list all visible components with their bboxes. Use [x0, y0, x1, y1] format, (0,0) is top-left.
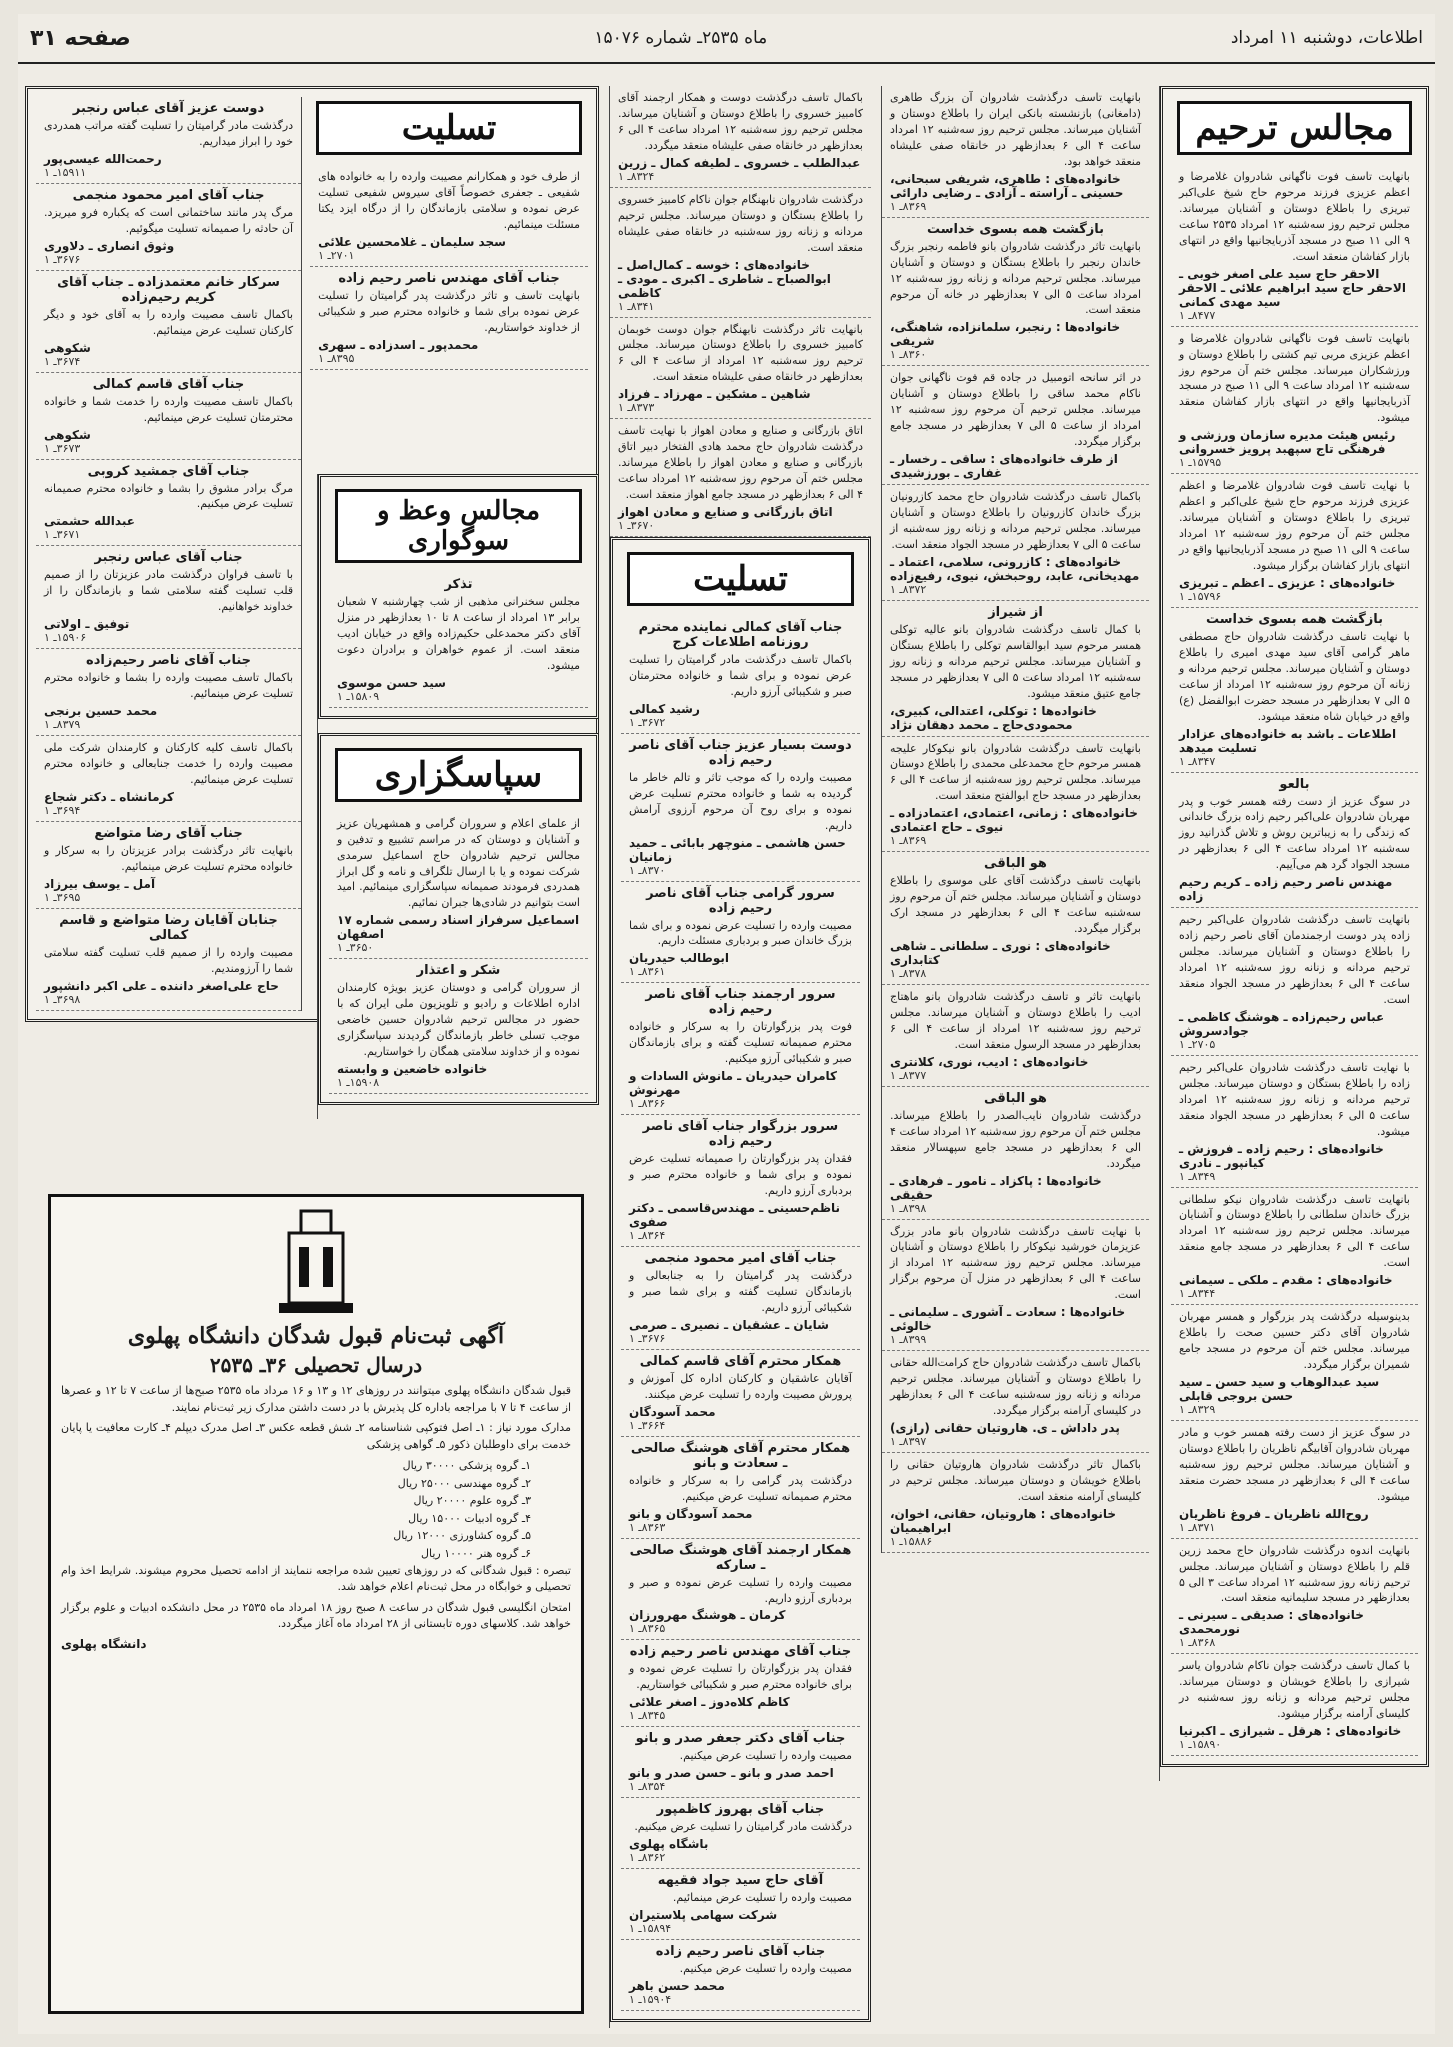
notice-text: فقدان پدر بزرگوارتان را صمیمانه تسلیت عرض نموده و برای شما و خانواده محترم صبر و بردباری آرزو داریم. [629, 1152, 852, 1198]
notice-signature: خانواده‌ها : توکلی، اعتدالی، کبیری، محمودی‌حاج ـ محمد دهقان نژاد [890, 703, 1097, 732]
notice [36, 546, 301, 649]
university-logo-icon [271, 1207, 361, 1317]
notice-signature: شرکت سهامی پلاستیران [629, 1908, 778, 1923]
banner-majales-tarhim: مجالس ترحیم [1177, 101, 1412, 155]
notice-text: با کمال تاسف درگذشت جوان ناکام شادروان یاسر شیرازی را باطلاع خویشان و دوستان میرساند. مجلس ترحیم مردانه و زنانه روز سه‌شنبه در کلیسای آرامنه برگزار میشود. [1179, 1659, 1410, 1721]
notice-title: بازگشت همه بسوی خداست [1205, 611, 1384, 627]
notice-text: مجلس سخنرانی مذهبی از شب چهارشنبه ۷ شعبان برابر ۱۳ امرداد از ساعت ۸ تا ۱۰ بعدازظهر در منزل آقای دکتر محمدعلی حکیم‌زاده واقع در خیابان ادیب منعقد است. از عموم خواهران و برادران دعوت میشود. [337, 595, 580, 672]
notice-ref: ۸۳۴۹ـ ۱ [1179, 1169, 1216, 1183]
notice-title: بازگشت همه بسوی خداست [926, 221, 1105, 237]
notice [621, 983, 860, 1115]
notice-list [610, 86, 871, 537]
notice-text: از طرف خود و همکارانم مصیبت وارده را به خانواده های شفیعی ـ جعفری خصوصاً آقای سیروس شفیعی تسلیت عرض نموده و سلامتی بازماندگان را از درگاه ایزد یکتا مسئلت مینمائیم. [318, 170, 580, 231]
notice [882, 485, 1149, 601]
notice [621, 1940, 860, 2011]
notice-signature: محمد حسن باهر [629, 1979, 725, 1994]
notice [1171, 1421, 1418, 1539]
notice [621, 1869, 860, 1940]
notice-ref: ۳۶۷۰ـ ۱ [618, 518, 655, 532]
masthead [18, 14, 1435, 64]
notice-ref: ۳۶۶۴ـ ۱ [629, 1418, 666, 1432]
notice-text: درگذشت پدر گرامیتان را به جنابعالی و بازماندگان تسلیت گفته و برای شما صبر و شکیبائی آرزو داریم. [629, 1269, 852, 1314]
notice-text: بانهایت تاثر درگذشت برادر عزیزتان را به سرکار و خانواده محترم تسلیت عرض مینمائیم. [44, 843, 294, 873]
notice-title: جناب آقای عباس رنجبر [94, 550, 243, 566]
notice-signature: شکوهی [44, 340, 91, 355]
notice-signature: خانواده‌های : ادیب، نوری، کلانتری [890, 1054, 1089, 1069]
notice-ref: ۳۶۷۶ـ ۱ [629, 1331, 666, 1345]
ad-paragraph-3: تبصره : قبول شدگانی که در روزهای تعیین شده مراجعه ننمایند از ادامه تحصیل محروم میشوند. شرایط اخذ وام تحصیلی و خوابگاه در محل ثبت‌نام اعلام خواهد شد. [61, 1563, 571, 1594]
notice-signature: خانواده‌ها : سعادت ـ آشوری ـ سلیمانی ـ خالوئی [890, 1305, 1126, 1334]
masthead-date: اطلاعات، دوشنبه ۱۱ امرداد [1230, 28, 1423, 48]
notice-signature: خانواده‌های : هاروتیان، حقانی، اخوان، ابراهیمیان [890, 1506, 1116, 1535]
notice-ref: ۳۶۷۲ـ ۱ [629, 715, 666, 729]
notice-title: بالعو [1279, 776, 1310, 792]
notice-text: بانهایت تاسف درگذشت شادروان علی‌اکبر رحیم زاده پدر دوست ارجمندمان آقای ناصر رحیم زاده را باطلاع دوستان و آشنایان میرساند. مجلس ترحیم مردانه و زنانه روز سه‌شنبه ۱۲ امرداد ساعت ۴ الی ۶ بعدازظهر در مسجد الجواد منعقد است. [1179, 913, 1410, 1006]
notice-text: باکمال تاسف درگذشت مادر گرامیتان را تسلیت عرض نموده و برای شما و خانواده محترمتان صبر و شکیبائی آرزو داریم. [629, 652, 852, 698]
fee-item: ۵ـ گروه کشاورزی ۱۲۰۰۰ ریال [393, 1529, 531, 1543]
notice-text: مصیبت وارده را که موجب تاثر و تالم خاطر ما گردیده به شما و خانواده محترم تسلیت عرض نموده و برای روح آن مرحوم آرزوی آرامش داریم. [629, 770, 852, 832]
ad-signature: دانشگاه پهلوی [61, 1636, 147, 1651]
notice-signature: خانواده‌ها : رنجبر، سلمانزاده، شاهنگی، شریفی [890, 320, 1121, 349]
notice-signature: اطلاعات ـ باشد به خانواده‌های عزادار تسلیت میدهد [1179, 726, 1397, 755]
notice-ref: ۱۵۹۰۴ـ ۱ [629, 1993, 672, 2007]
notice-signature: خانواده‌های : نوری ـ سلطانی ـ شاهی کتابداری [890, 939, 1111, 967]
notice-ref: ۸۳۷۱ـ ۱ [1179, 1520, 1216, 1534]
notice [621, 1115, 860, 1247]
notice-signature: باشگاه پهلوی [629, 1837, 709, 1852]
tarhim-box [1160, 86, 1429, 1767]
banner-vaz: مجالس وعظ و سوگواری [335, 489, 582, 563]
notice-signature: سجد سلیمان ـ غلامحسین علائی [318, 234, 506, 249]
notice-text: درگذشت مادر گرامیتان را تسلیت گفته مراتب همدردی خود را ابراز میداریم. [44, 119, 294, 148]
notice [882, 366, 1149, 485]
notice-ref: ۸۳۷۷ـ ۱ [890, 1068, 927, 1082]
notice [1171, 1056, 1418, 1188]
notice-list [310, 165, 588, 370]
notice-ref: ۳۶۷۳ـ ۱ [44, 441, 81, 455]
notice-text: بانهایت تاسف و تاثر درگذشت پدر گرامیتان را تسلیت عرض نموده برای شما و خانواده محترم صبر و شکیبائی از خداوند خواستاریم. [318, 288, 580, 334]
notice [36, 909, 301, 1011]
notice-signature: خانواده‌های : زمانی، اعتمادی، اعتمادزاده ـ نیوی ـ حاج اعتمادی [890, 806, 1138, 835]
notice-list [36, 97, 302, 1011]
fee-item: ۱ـ گروه پزشکی ۳۰۰۰۰ ریال [402, 1459, 531, 1472]
notice [621, 1539, 860, 1641]
notice-signature: الاحقر حاج سید علی اصغر خوبی ـ الاحقر حاج سید ابراهیم علائی ـ الاحقر سید مهدی کمانی [1179, 266, 1406, 309]
notice [1171, 608, 1418, 773]
notice-ref: ۸۳۲۴ـ ۱ [618, 169, 655, 183]
notice [610, 419, 871, 537]
notice [310, 267, 588, 370]
notice-text: مصیبت وارده را تسلیت عرض مینمائیم. [672, 1891, 852, 1905]
notice-signature: رشید کمالی [629, 701, 700, 716]
notice-title: همکار محترم آقای هوشنگ صالحی ـ سعادت و بانو [630, 1440, 851, 1471]
banner-tasliat-2: تسلیت [627, 552, 854, 606]
notice-text: بانهایت اندوه درگذشت شادروان حاج محمد زرین قلم را باطلاع دوستان و آشنایان میرساند. مجلس ترحیم زنانه روز سه‌شنبه ۱۲ امرداد ساعت ۳ الی ۵ بعدازظهر در مسجد سلیمانیه منعقد است. [1179, 1543, 1411, 1605]
notice-list [621, 616, 860, 2011]
notice [882, 218, 1149, 367]
notice-text: باکمال تاسف کلیه کارکنان و کارمندان شرکت ملی مصیبت وارده را خدمت جنابعالی و خانواده محترم تسلیت عرض مینمائیم. [44, 741, 294, 786]
notice-signature: خانواده‌های : صدیقی ـ سیرنی ـ نورمحمدی [1179, 1608, 1364, 1637]
notice-ref: ۸۳۷۲ـ ۱ [890, 582, 927, 596]
notice-signature: مهندس ناصر رحیم زاده ـ کریم رحیم زاده [1179, 875, 1393, 904]
notice-title: جناب آقای دکتر جعفر صدر و بانو [635, 1731, 846, 1747]
notice-ref: ۳۶۷۱ـ ۱ [44, 528, 81, 542]
notice-ref: ۸۳۹۷ـ ۱ [890, 1434, 927, 1448]
notice [882, 1087, 1149, 1220]
notice-ref: ۱۵۷۹۵ـ ۱ [1179, 456, 1222, 470]
notice-ref: ۸۳۴۴ـ ۱ [1179, 1287, 1216, 1301]
notice-signature: از طرف خانواده‌های : ساقی ـ رخسار ـ غفاری ـ بورزشیدی [890, 452, 1118, 481]
notice-signature: احمد صدر و بانو ـ حسن صدر و بانو [629, 1766, 834, 1781]
notice [621, 734, 860, 882]
notice-ref: ۸۳۴۷ـ ۱ [1179, 754, 1216, 768]
notice-signature: کرمان ـ هوشنگ مهرورزان [629, 1608, 786, 1623]
notice-text: مصیبت وارده را تسلیت عرض نموده و صبر و بردباری آرزو داریم. [629, 1575, 852, 1605]
notice-signature: خانواده‌های : عزیزی ـ اعظم ـ تبریزی [1179, 575, 1396, 590]
notice-ref: ۸۳۷۸ـ ۱ [890, 967, 927, 980]
notice-title: جناب آقای بهروز کاظمپور [656, 1802, 825, 1818]
notice-text: بانهایت تاسف فوت ناگهانی شادروان غلامرضا و اعظم عزیزی مربی تیم کشتی را باطلاع دوستان و ورزشکاران میرساند. مجلس ختم آن مرحوم روز سه‌شنبه ۱۲ امرداد ساعت ۹ الی ۱۱ صبح در مسجد آذربایجانیها واقع در انتهای بازار کفاشان منعقد میشود. [1179, 331, 1410, 425]
notice-title: هو الباقی [984, 1090, 1047, 1106]
notice-text: بانهایت تاسف درگذشت شادروان بانو نیکوکار علیجه همسر مرحوم حاج محمدعلی محمدی را باطلاع دوستان میرساند. مجلس ترحیم روز سه‌شنبه از ساعت ۴ الی ۶ بعدازظهر در مسجد حاج ابوالفتح منعقد است. [890, 741, 1141, 803]
notice-signature: عبدالطلب ـ خسروی ـ لطیفه کمال ـ زرین [618, 155, 861, 170]
notice-text: باکمال تاسف درگذشت شادروان حاج کرامت‌الله حقانی را باطلاع دوستان و آشنایان میرساند. مجلس ترحیم مردانه و زنانه روز سه‌شنبه ساعت ۴ الی ۶ بعدازظهر در کلیسای آرامنه برگزار میگردد. [890, 1356, 1141, 1417]
notice-text: باکمال تاسف مصیبت وارده را خدمت شما و خانواده محترمتان تسلیت عرض مینمائیم. [44, 394, 294, 424]
notice-text: باکمال تاثر درگذشت شادروان هاروتیان حقانی را باطلاع خویشان و دوستان میرساند. مجلس ترحیم در کلیسای آرامنه منعقد است. [890, 1457, 1141, 1503]
notice-ref: ۳۶۹۸ـ ۱ [44, 992, 81, 1006]
ad-fees [61, 1457, 571, 1563]
notice-title: شکر و اعتذار [416, 963, 501, 979]
notice-ref: ۱۵۹۰۶ـ ۱ [44, 631, 87, 645]
notice-signature: ناظم‌حسینی ـ مهندس‌قاسمی ـ دکتر صفوی [629, 1201, 841, 1229]
notice-ref: ۸۳۷۹ـ ۱ [44, 718, 81, 732]
notice-signature: شاهین ـ مشکین ـ مهرزاد ـ فرزاد [618, 387, 811, 402]
notice-ref: ۸۳۶۵ـ ۱ [629, 1622, 666, 1636]
notice-signature: خانواده‌ها : پاکزاد ـ نامور ـ فرهادی ـ حقیقی [890, 1173, 1102, 1202]
notice-ref: ۱۵۸۸۶ـ ۱ [890, 1534, 933, 1548]
notice [1171, 1305, 1418, 1421]
notice-title: جناب آقای امیر محمود منجمی [72, 187, 265, 203]
notice-text: مصیبت وارده را از صمیم قلب تسلیت گفته سلامتی شما را آرزومندیم. [44, 945, 294, 975]
notice-title: جنابان آقایان رضا متواضع و قاسم کمالی [59, 912, 278, 943]
notice-text: باکمال تاسف درگذشت شادروان حاج محمد کازرونیان بزرگ خاندان کازرونیان را باطلاع دوستان و آشنایان میرساند. مجلس ترحیم مردانه و زنانه روز سه‌شنبه از ساعت ۵ الی ۷ بعدازظهر در مسجد الجواد منعقد است. [890, 490, 1141, 551]
notice-list [329, 573, 588, 708]
notice-title: جناب آقای امیر محمود منجمی [644, 1251, 837, 1266]
notice-ref: ۳۶۷۴ـ ۱ [44, 354, 81, 368]
banner-tasliat: تسلیت [316, 101, 582, 155]
notice [610, 318, 871, 420]
notice-text: فوت پدر بزرگوارتان را به سرکار و خانواده محترم صمیمانه تسلیت گفته و برای بازماندگان صبر و شکیبائی آرزو میکنیم. [629, 1020, 852, 1066]
notice-ref: ۸۳۶۶ـ ۱ [629, 1097, 666, 1111]
notice-signature: اسماعیل سرفراز اسناد رسمی شماره ۱۷ اصفهان [337, 913, 580, 942]
notice-ref: ۸۳۶۹ـ ۱ [890, 199, 927, 213]
notice-signature: خانواده‌های : طاهری، شریفی سبحانی، حسینی ـ آراسته ـ آزادی ـ رضایی دارائی [890, 171, 1124, 200]
notice-text: بانهایت تاثر درگذشت نابهنگام جوان دوست خوبمان کامبیز خسروی را باطلاع دوستان میرساند. مجلس ترحیم روز سه‌شنبه ۱۲ امرداد از ساعت ۴ الی ۶ بعدازظهر در خانقاه صفی علیشاه منعقد است. [618, 322, 863, 384]
notice-text: مرگ برادر مشوق را بشما و خانواده محترم صمیمانه تسلیت عرض میکنیم. [44, 481, 294, 511]
notice [882, 737, 1149, 853]
notice-ref: ۸۳۹۵ـ ۱ [318, 351, 355, 365]
notice-ref: ۱۵۷۹۶ـ ۱ [1179, 589, 1222, 603]
notice-signature: کامران حیدریان ـ مانوش السادات و مهرنوش [629, 1069, 838, 1098]
notice [1171, 773, 1418, 909]
notice-ref: ۱۵۸۹۰ـ ۱ [1179, 1738, 1222, 1752]
notice-text: درگذشت شادروان نابهنگام جوان ناکام کامبیز خسروی را باطلاع بستگان و دوستان میرساند. مجلس ترحیم مردانه و زنانه روز سه‌شنبه در خانقاه صفی علیشاه منعقد است. [618, 192, 863, 254]
notice [621, 1350, 860, 1437]
notice [1171, 1539, 1418, 1655]
notice-signature: عباس رحیم‌زاده ـ هوشنگ کاظمی ـ جوادسروش [1179, 1009, 1385, 1038]
notice-text: باکمال تاسف مصیبت وارده را بشما و خانواده محترم تسلیت عرض مینمائیم. [44, 671, 294, 701]
notice [882, 1351, 1149, 1453]
notice-signature: ابوطالب حیدریان [629, 951, 729, 966]
ad-paragraph-4: امتحان انگلیسی قبول شدگان در ساعت ۸ صبح روز ۱۸ امرداد ماه ۲۵۳۵ در محل دانشکده ادبیات و علوم برگزار خواهد شد. کلاسهای دوره تابستانی از ۲۸ امرداد ماه آغاز میگردد. [61, 1600, 572, 1631]
notice [882, 985, 1149, 1087]
notice-title: همکار ارجمند آقای هوشنگ صالحی ـ سارکه [629, 1542, 852, 1573]
notice-text: از سروران گرامی و دوستان عزیز بویژه کارمندان اداره اطلاعات و رادیو و تلویزیون ملی ایران که با حضور در مجالس ترحیم شادروان حسین خاضعی موجب تسلی خاطر بازماندگان گردیدند سپاسگزاری نموده و از خداوند سلامتی همگان را خواستاریم. [337, 981, 580, 1059]
notice [1171, 1654, 1418, 1756]
notice-ref: ۸۳۶۸ـ ۱ [1179, 1636, 1216, 1650]
tasliat-box-2 [610, 537, 871, 2022]
notice-signature: رئیس هیئت مدیره سازمان ورزشی و فرهنگی تاج سپهبد پرویز خسروانی [1179, 428, 1396, 457]
notice-signature: خانواده‌های : مقدم ـ ملکی ـ سیمانی [1179, 1273, 1393, 1288]
notice [1171, 327, 1418, 475]
notice [610, 188, 871, 318]
notice-title: سرور گرامی جناب آقای ناصر رحیم زاده [646, 885, 835, 916]
notice [1171, 1188, 1418, 1306]
notice-title: جناب آقای کمالی نماینده محترم روزنامه اطلاعات کرج [638, 619, 843, 650]
notice-title: تذکر [444, 577, 473, 592]
notice-ref: ۸۳۹۹ـ ۱ [890, 1333, 927, 1347]
notice-title: هو الباقی [984, 856, 1047, 872]
notice [329, 959, 588, 1094]
notice-text: با تاسف فراوان درگذشت مادر عزیزتان را از صمیم قلب تسلیت گفته سلامتی شما و بازماندگان را از خداوند خواهانیم. [44, 568, 294, 614]
column-1 [1159, 86, 1429, 1781]
notice-text: بانهایت تاسف درگذشت شادروان نیکو سلطانی بزرگ خاندان سلطانی را باطلاع دوستان و آشنایان میرساند. مجلس ترحیم روز سه‌شنبه ۱۲ امرداد ساعت ۴ الی ۶ بعدازظهر در مسجد جامع منعقد است. [1179, 1192, 1410, 1270]
notice-title: جناب آقای مهندس ناصر رحیم زاده [629, 1644, 852, 1660]
notice-text: بانهایت تاثر و تاسف درگذشت شادروان بانو ماهتاج ادیب را باطلاع دوستان و آشنایان میرساند. مجلس ترحیم روز سه‌شنبه ۱۲ امرداد از ساعت ۴ الی ۶ بعدازظهر در مسجد الرسول منعقد است. [890, 990, 1141, 1051]
notice [621, 616, 860, 734]
fee-item: ۳ـ گروه علوم ۲۰۰۰۰ ریال [413, 1494, 531, 1508]
notice-ref: ۱۵۹۰۸ـ ۱ [337, 1076, 380, 1089]
notice-text: درگذشت پدر گرامی را به سرکار و خانواده محترم صمیمانه تسلیت عرض میکنیم. [629, 1473, 852, 1503]
ad-paragraph-1: قبول شدگان دانشگاه پهلوی میتوانند در روزهای ۱۲ و ۱۳ و ۱۶ مرداد ماه ۲۵۳۵ صبح‌ها از ساعت ۷ تا ۱۲ و عصرها از ساعت ۴ تا ۷ با مراجعه باداره کل پذیرش با در دست داشتن مدارک زیر ثبت‌نام نمایند. [61, 1384, 571, 1414]
notice-signature: کاظم کلاه‌دوز ـ اصغر علائی [629, 1695, 790, 1710]
notice [329, 812, 588, 960]
notice-signature: محمد آسودگان و بانو [629, 1506, 753, 1521]
sepas-box [318, 733, 599, 1105]
notice-ref: ۸۳۵۴ـ ۱ [629, 1780, 666, 1794]
notice-title: همکار محترم آقای قاسم کمالی [639, 1353, 842, 1369]
fee-item: ۲ـ گروه مهندسی ۲۵۰۰۰ ریال [397, 1476, 531, 1490]
notice [882, 1220, 1149, 1352]
notice-text: مصیبت وارده را تسلیت عرض میکنیم. [679, 1749, 852, 1763]
notice-ref: ۲۷۰۵ـ ۱ [1179, 1037, 1216, 1051]
notice-ref: ۱۵۹۱۱ـ ۱ [44, 165, 87, 179]
notice [1171, 474, 1418, 608]
notice-signature: محمد آسودگان [629, 1404, 716, 1419]
notice [1171, 908, 1418, 1056]
notice-signature: شکوهی [44, 427, 91, 442]
notice-text: در سوگ عزیز از دست رفته همسر خوب و پدر مهربان شادروان علی‌اکبر رحیم زاده بزرگ خاندانی که زندگی را به زیباترین روش و تلاش گذرانید روز سه‌شنبه ۱۲ امرداد ساعت ۴ الی ۶ بعدازظهر در مسجد الجواد گرد هم می‌آییم. [1179, 794, 1411, 872]
notice-text: فقدان پدر بزرگوارتان را تسلیت عرض نموده و برای خانواده محترم صبر و شکیبائی خواستاریم. [629, 1662, 852, 1692]
notice-ref: ۱۵۸۰۹ـ ۱ [337, 689, 380, 703]
notice [36, 460, 301, 547]
notice-ref: ۸۳۶۴ـ ۱ [629, 1229, 666, 1242]
notice-list [882, 86, 1149, 1553]
notice-text: در سوگ عزیز از دست رفته همسر خوب و مادر مهربان شادروان آقابیگم ناظریان را باطلاع دوستان و آشنایان میرساند. مجلس ترحیم روز سه‌شنبه ساعت ۴ الی ۶ بعدازظهر در مسجد حضرت منعقد میشود. [1179, 1425, 1410, 1503]
notice-ref: ۸۴۷۷ـ ۱ [1179, 308, 1216, 322]
notice-text: بانهایت تاسف فوت ناگهانی شادروان غلامرضا و اعظم عزیزی فرزند مرحوم حاج شیخ علی‌اکبر تبریزی را باطلاع دوستان و آشنایان میرساند. مجلس ترحیم روز سه‌شنبه ۱۲ امرداد ۲۵۳۵ ساعت ۹ الی ۱۱ صبح در مسجد آذربایجانیها واقع در انتهای بازار کفاشان منعقد است. [1179, 170, 1410, 263]
notice [621, 882, 860, 984]
notice-ref: ۸۳۹۸ـ ۱ [890, 1201, 927, 1215]
notice-text: بانهایت تاسف درگذشت شادروان آن بزرگ طاهری (دامغانی) بازنشسته بانکی ایران را باطلاع دوستان و آشنایان میرساند. مجلس ترحیم روز سه‌شنبه ۱۲ امرداد ساعت ۴ الی ۶ بعدازظهر در خانقاه صفی علیشاه منعقد خواهد بود. [890, 91, 1141, 168]
notice [610, 86, 871, 188]
notice-text: در اثر سانحه اتومبیل در جاده قم فوت ناگهانی جوان ناکام محمد ساقی را باطلاع دوستان و آشنایان میرساند. مجلس ترحیم آن مرحوم روز سه‌شنبه ۱۲ امرداد از ساعت ۵ الی ۷ بعدازظهر در مسجد جامع برگزار میگردد. [890, 371, 1141, 449]
notice-list [329, 812, 588, 1094]
notice-signature: توفیق ـ اولاتی [44, 617, 130, 632]
newspaper-page [18, 14, 1435, 2034]
notice-text: آقایان عاشقیان و کارکنان اداره کل آموزش و پرورش مصیبت وارده را تسلیت عرض میکنند. [629, 1371, 852, 1401]
notice-signature: خانواده خاضعین و وابسته [337, 1062, 488, 1076]
notice-ref: ۸۳۶۳ـ ۱ [629, 1520, 666, 1534]
notice-signature: حسن هاشمی ـ منوچهر بابائی ـ حمید زمانیان [629, 835, 846, 864]
notice-text: بدینوسیله درگذشت پدر بزرگوار و همسر مهربان شادروان آقای دکتر حسین صحت را باطلاع میرساند. مجلس ختم آن مرحوم در مسجد جامع شمیران برگزار میگردد. [1179, 1310, 1410, 1371]
notice-signature: محمد حسین برنجی [44, 704, 158, 719]
notice-signature: وثوق انصاری ـ دلاوری [44, 238, 175, 253]
notice-ref: ۸۳۶۹ـ ۱ [890, 834, 927, 848]
notice-title: آقای حاج سید جواد فقیهه [657, 1873, 824, 1889]
notice-title: جناب آقای مهندس ناصر رحیم زاده [338, 270, 560, 286]
notice-text: بانهایت تاسف درگذشت آقای علی موسوی را باطلاع دوستان و آشنایان میرساند. مجلس ختم آن مرحوم روز سه‌شنبه ساعت ۴ الی ۶ بعدازظهر در مسجد ارک برگزار میگردد. [890, 874, 1141, 936]
notice [310, 165, 588, 267]
notice-ref: ۳۶۵۰ـ ۱ [337, 941, 374, 955]
notice [36, 649, 301, 736]
column-2 [881, 86, 1149, 1553]
notice-ref: ۸۳۶۰ـ ۱ [890, 348, 927, 362]
notice-text: با نهایت تاسف فوت شادروان غلامرضا و اعظم عزیزی فرزند مرحوم حاج شیخ علی‌اکبر و اعظم تبریزی را باطلاع دوستان و آشنایان میرساند. مجلس ختم آن مرحوم روز سه‌شنبه ۱۲ امرداد ساعت ۹ الی ۱۱ صبح در مسجد آذربایجانیها واقع در انتهای بازار کفاشان برگزار میشود. [1179, 479, 1410, 572]
notice-text: مرگ پدر مانند ساختمانی است که یکباره فرو میریزد. آن حادثه را صمیمانه تسلیت میگوئیم. [44, 205, 294, 235]
notice-signature: خانواده‌های : هرقل ـ شیرازی ـ اکبرنیا [1179, 1724, 1402, 1739]
notice-ref: ۸۳۶۱ـ ۱ [629, 965, 666, 979]
banner-sepas: سپاسگزاری [335, 748, 582, 802]
notice-text: بانهایت تاثر درگذشت شادروان بانو فاطمه رنجبر بزرگ خاندان رنجبر را باطلاع بستگان و دوستان و آشنایان میرساند. مجلس ترحیم مردانه و زنانه روز سه‌شنبه ۱۲ امرداد ساعت ۵ الی ۷ بعدازظهر در خانه آن مرحوم منعقد است. [890, 239, 1141, 317]
notice-text: با نهایت تاسف درگذشت شادروان حاج مصطفی ماهر گرامی آقای سید مهدی امیری را باطلاع دوستان و آشنایان میرساند. مجلس ترحیم مردانه و زنانه آن مرحوم روز سه‌شنبه ۱۲ امرداد از ساعت ۵ الی ۷ بعدازظهر در مسجد حضرت ابوالفضل (ع) واقع در خیابان شاه منعقد میشود. [1179, 629, 1410, 723]
notice-text: مصیبت وارده را تسلیت عرض میکنیم. [679, 1962, 852, 1976]
column-5 [317, 474, 599, 1119]
notice-ref: ۸۳۲۹ـ ۱ [1179, 1402, 1216, 1416]
notice-text: با نهایت تاسف درگذشت شادروان علی‌اکبر رحیم زاده را باطلاع بستگان و دوستان میرساند. مجلس ترحیم مردانه و زنانه روز سه‌شنبه ۱۲ امرداد ساعت ۵ الی ۶ بعدازظهر در مسجد الجواد منعقد میشود. [1179, 1060, 1410, 1138]
notice [36, 736, 301, 822]
notice-signature: خانواده‌های : رحیم زاده ـ فروزش ـ کیانپور ـ نادری [1179, 1141, 1384, 1170]
notice-title: جناب آقای ناصر رحیم زاده [655, 1944, 826, 1960]
notice [621, 1437, 860, 1539]
notice-signature: پدر داداش ـ ی. هاروتیان حقانی (رازی) [890, 1420, 1120, 1435]
notice-text: از علمای اعلام و سروران گرامی و همشهریان عزیز و آشنایان و دوستان که در مراسم تشییع و تدفین و مجالس ترحیم شادروان حاج اسماعیل سرمدی شرکت نموده و یا با ارسال تلگراف و نامه و گل ابراز همدردی فرمودند صمیمانه سپاسگزاری مینمائیم. امید است بتوانیم در شادی‌ها جبران نمائیم. [337, 816, 580, 910]
notice [1171, 165, 1418, 327]
notice-signature: خانواده‌های : کازرونی، سلامی، اعتماد ـ مهدیخانی، عابد، روحبخش، نیوی، رفیع‌زاده [890, 554, 1140, 583]
notice [36, 822, 301, 909]
notice-title: جناب آقای ناصر رحیم‌زاده [86, 653, 252, 669]
notice-ref: ۳۶۹۵ـ ۱ [44, 890, 81, 904]
notice-ref: ۸۳۴۵ـ ۱ [629, 1709, 666, 1723]
notice-title: سرکار خانم معتمدزاده ـ جناب آقای کریم رحیم‌زاده [57, 274, 280, 305]
notice-title: جناب آقای قاسم کمالی [92, 376, 245, 392]
notice-ref: ۸۳۷۰ـ ۱ [629, 863, 666, 877]
notice-text: باکمال تاسف درگذشت دوست و همکار ارجمند آقای کامبیز خسروی را باطلاع دوستان و آشنایان میرساند. مجلس ترحیم روز سه‌شنبه ۱۲ امرداد ساعت ۴ الی ۶ بعدازظهر در خانقاه صفی علیشاه منعقد میگردد. [618, 91, 863, 152]
notice [36, 271, 301, 373]
notice-title: جناب آقای جمشید کروبی [87, 463, 250, 479]
university-ad [48, 1194, 584, 2014]
ad-paragraph-2: مدارک مورد نیاز : ۱ـ اصل فتوکپی شناسنامه ۲ـ شش قطعه عکس ۳ـ اصل مدرک دیپلم ۴ـ کارت معافیت یا پایان خدمت برای داوطلبان ذکور ۵ـ گواهی پزشکی [61, 1421, 571, 1451]
notice-signature: شایان ـ عشقیان ـ نصیری ـ صرمی [629, 1317, 829, 1332]
notice-text: درگذشت مادر گرامیتان را تسلیت عرض میکنیم. [634, 1820, 852, 1834]
notice [621, 1798, 860, 1869]
notice-title: سرور بزرگوار جناب آقای ناصر رحیم زاده [642, 1119, 839, 1150]
notice [882, 1453, 1149, 1553]
notice-signature: عبدالله حشمتی [44, 514, 135, 529]
column-3 [609, 86, 871, 2028]
fee-item: ۶ـ گروه هنر ۱۰۰۰۰ ریال [421, 1546, 531, 1560]
notice-signature: کرمانشاه ـ دکتر شجاع [44, 789, 174, 804]
ad-title: آگهی ثبت‌نام قبول شدگان دانشگاه پهلوی [127, 1323, 505, 1349]
notice-ref: ۳۶۷۶ـ ۱ [44, 252, 81, 266]
notice-signature: سید عبدالوهاب و سید حسن ـ سید حسن بروجی قابلی [1179, 1374, 1380, 1403]
notice [621, 1727, 860, 1798]
notice [882, 601, 1149, 737]
vaz-box [318, 474, 599, 719]
notice-ref: ۱۵۸۹۴ـ ۱ [629, 1922, 672, 1936]
notice-ref: ۸۳۴۱ـ ۱ [618, 299, 655, 313]
notice-text: با کمال تاسف درگذشت شادروان بانو عالیه توکلی همسر مرحوم سید ابوالقاسم توکلی را باطلاع بستگان و آشنایان میرساند. مجلس ترحیم مردانه و زنانه روز سه‌شنبه ۱۲ امرداد ساعت ۵ الی ۷ بعدازظهر در مسجد جامع عتیق منعقد میشود. [890, 622, 1141, 700]
notice-signature: آمل ـ یوسف بیرزاد [44, 876, 156, 891]
notice-ref: ۲۷۰۱ـ ۱ [318, 248, 355, 262]
notice-title: دوست بسیار عزیز جناب آقای ناصر رحیم زاده [629, 737, 852, 768]
notice-text: با نهایت تاسف درگذشت شادروان بانو مادر بزرگ عزیزمان خورشید نیکوکار را باطلاع دوستان و آشنایان میرساند. مجلس ترحیم روز سه‌شنبه ۱۲ امرداد از ساعت ۴ الی ۶ بعدازظهر در منزل آن مرحوم برگزار است. [890, 1224, 1142, 1302]
notice-signature: خانواده‌های : خوسه ـ کمال‌اصل ـ ابوالصباح ـ شاطری ـ اکبری ـ مودی ـ کاظمی [618, 257, 831, 300]
notice-list [1171, 165, 1418, 1756]
notice [36, 373, 301, 460]
notice-text: باکمال تاسف مصیبت وارده را به آقای خود و دیگر کارکنان تسلیت عرض مینمائیم. [44, 307, 294, 337]
notice [621, 1640, 860, 1727]
notice-signature: روح‌الله ناظریان ـ فروغ ناظریان [1179, 1506, 1369, 1521]
notice-ref: ۸۳۶۲ـ ۱ [629, 1851, 666, 1865]
notice [882, 86, 1149, 218]
notice [36, 97, 301, 184]
ad-subtitle: درسال تحصیلی ۳۶ـ ۲۵۳۵ [209, 1353, 423, 1377]
notice-title: سرور ارجمند جناب آقای ناصر رحیم زاده [645, 987, 836, 1018]
page-number: صفحه ۳۱ [30, 25, 131, 51]
notice [329, 573, 588, 708]
notice-title: جناب آقای رضا متواضع [94, 825, 243, 841]
notice-title: از شیراز [988, 604, 1043, 620]
notice-text: مصیبت وارده را تسلیت عرض نموده و برای شما بزرگ خاندان صبر و بردباری مسئلت داریم. [629, 918, 852, 948]
notice-title: دوست عزیز آقای عباس رنجبر [72, 101, 265, 116]
notice [882, 852, 1149, 985]
notice [621, 1247, 860, 1350]
notice-signature: سید حسن موسوی [337, 675, 446, 690]
notice-ref: ۸۳۷۳ـ ۱ [618, 401, 655, 415]
fee-item: ۴ـ گروه ادبیات ۱۵۰۰۰ ریال [408, 1511, 531, 1525]
notice-signature: حاج علی‌اصغر داننده ـ علی اکبر دانشپور [44, 978, 279, 993]
notice-ref: ۳۶۹۴ـ ۱ [44, 803, 81, 817]
notice-text: اتاق بازرگانی و صنایع و معادن اهواز با نهایت تاسف درگذشت شادروان حاج محمد هادی الفتخار دبیر اتاق بازرگانی و صنایع و معادن اهواز را باطلاع میرساند. مجلس ختم آن مرحوم روز سه‌شنبه ۱۲ امرداد ساعت ۴ الی ۶ بعدازظهر در مسجد جامع اهواز منعقد است. [618, 424, 863, 501]
notice-text: درگذشت شادروان نایب‌الصدر را باطلاع میرساند. مجلس ختم آن مرحوم روز سه‌شنبه ۱۲ امرداد ساعت ۴ الی ۶ بعدازظهر در مسجد جامع سپهسالار منعقد میگردد. [890, 1108, 1141, 1170]
notice [36, 184, 301, 271]
notice-signature: محمدپور ـ اسدزاده ـ سهری [318, 337, 479, 352]
masthead-issue: ماه ۲۵۳۵ـ شماره ۱۵۰۷۶ [594, 28, 768, 48]
notice-signature: رحمت‌الله عیسی‌پور [44, 151, 162, 166]
notice-signature: اتاق بازرگانی و صنایع و معادن اهواز [618, 504, 833, 519]
